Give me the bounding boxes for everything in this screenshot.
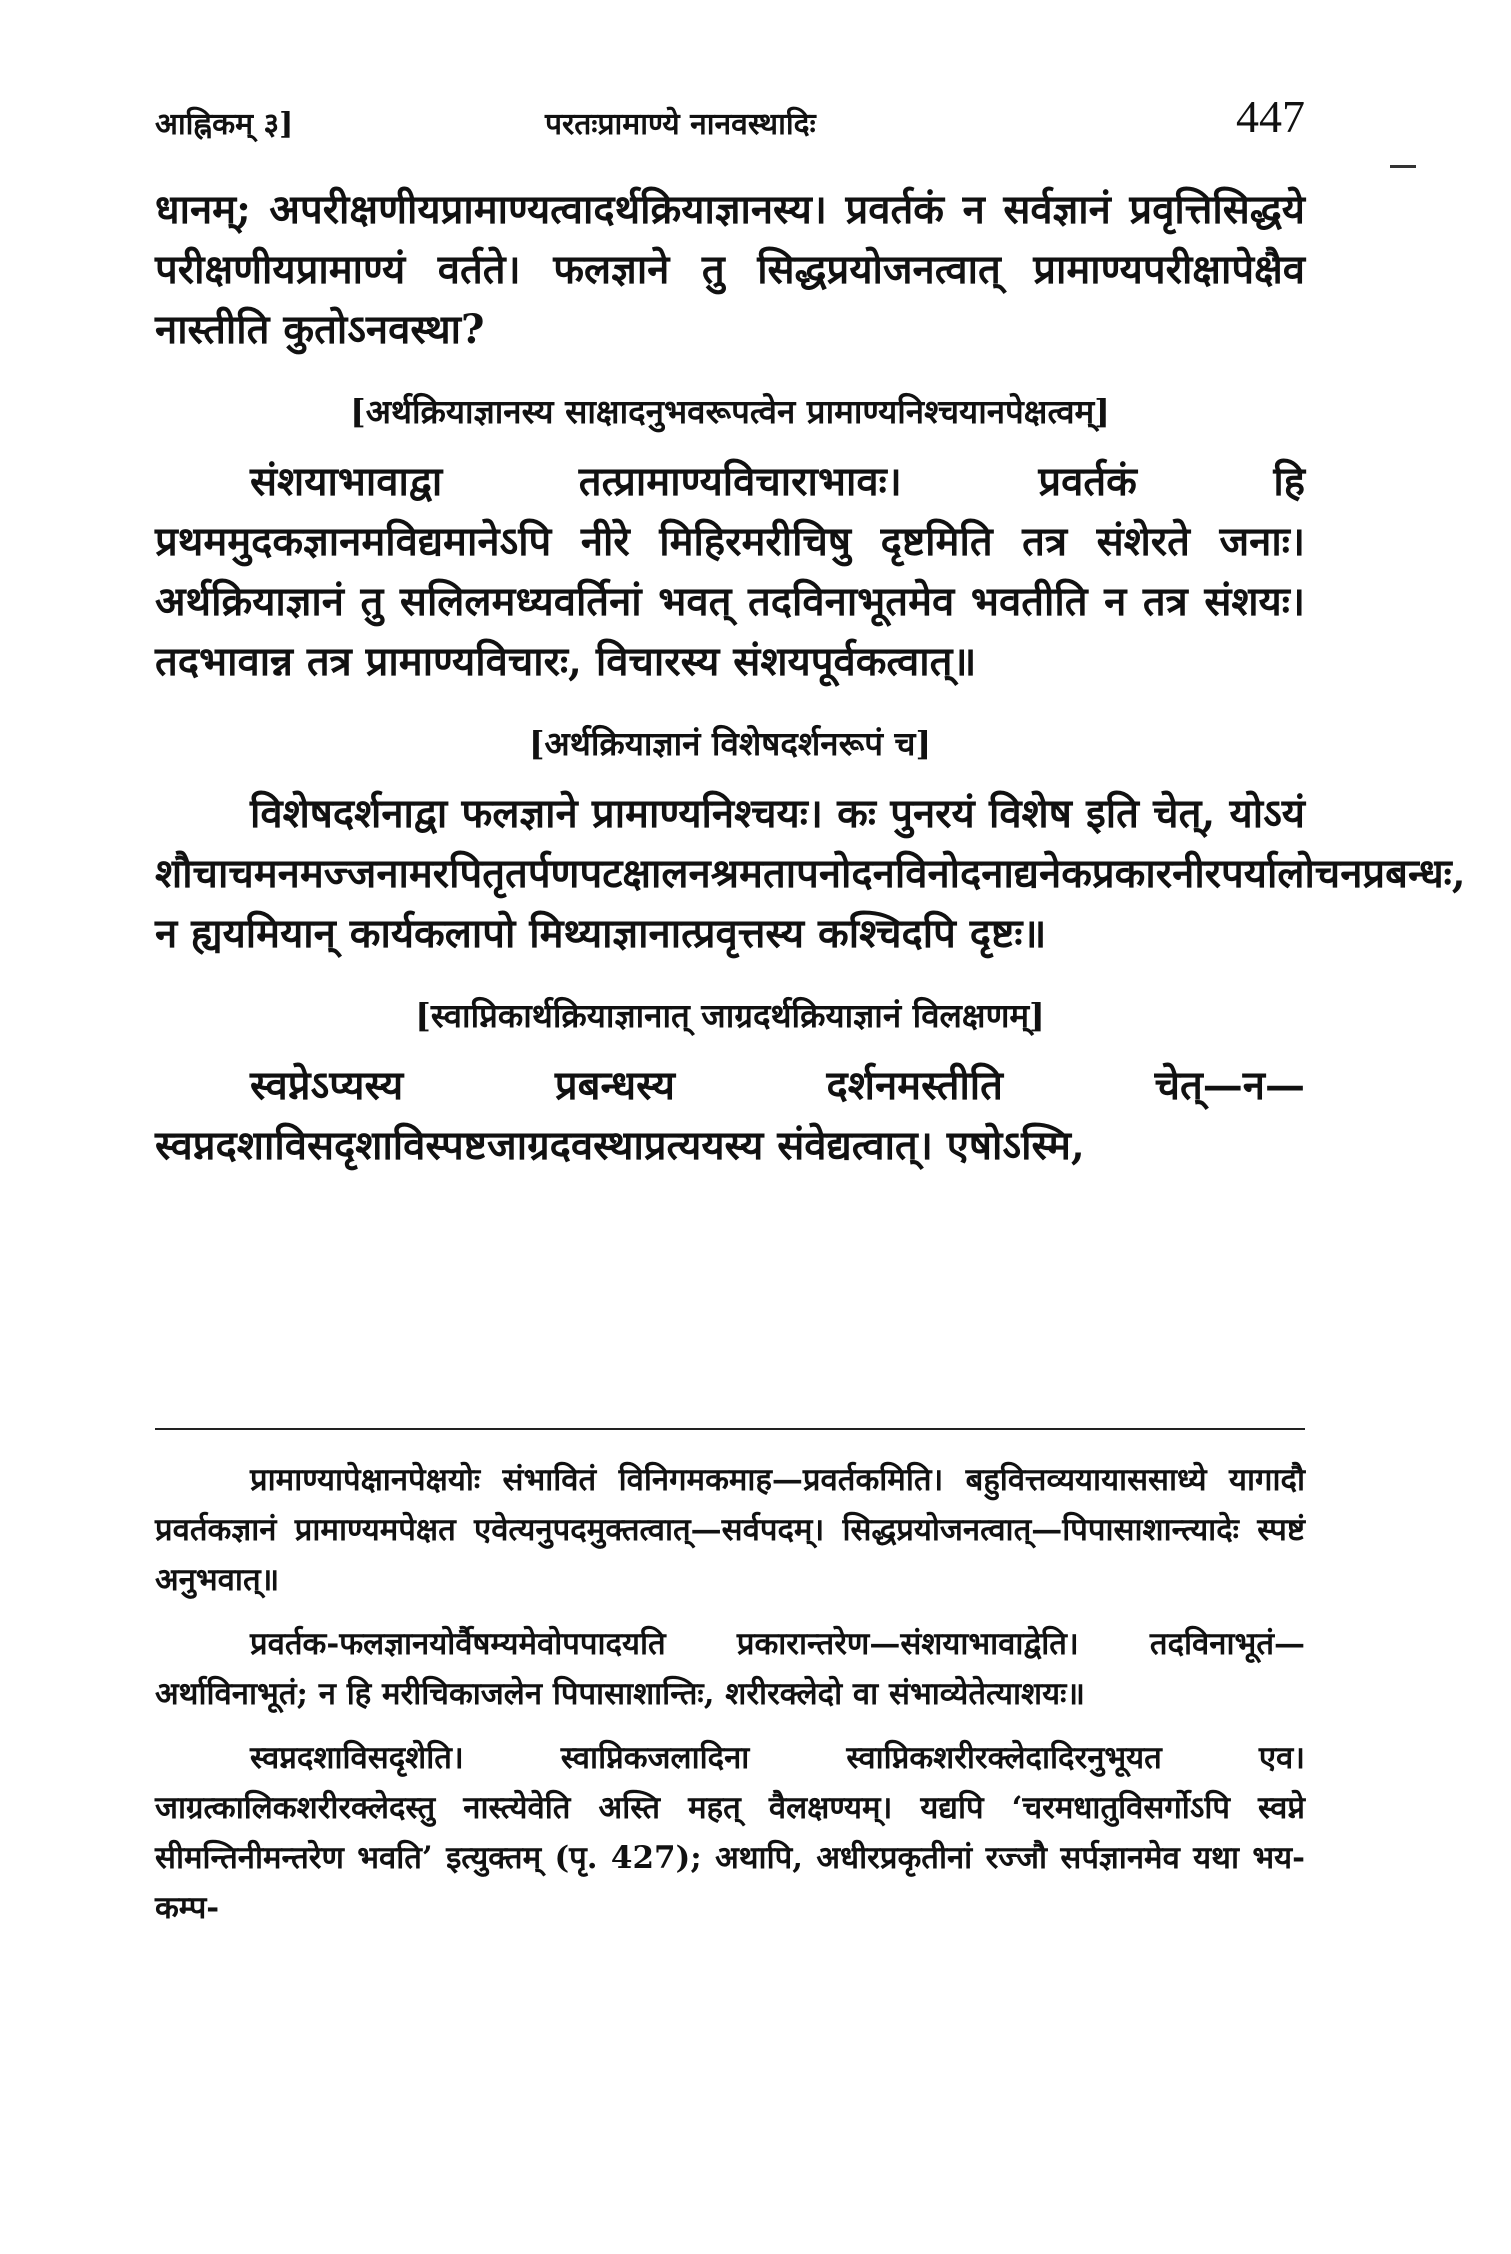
chapter-label: आह्निकम् ३] — [155, 107, 294, 142]
commentary-notes — [155, 1455, 1305, 1947]
section-heading-2: [अर्थक्रियाज्ञानं विशेषदर्शनरूपं च] — [528, 724, 932, 763]
note-2: प्रवर्तक-फलज्ञानयोर्वैषम्यमेवोपपादयति प्रकारान्तरेण—संशयाभावाद्वेति। तदविनाभूतं—अर्थाविनाभूतं; न हि मरीचिकाजलेन पिपासाशान्तिः, शरीरक्लेदो वा संभाव्येतेत्याशयः॥ — [155, 1626, 1305, 1712]
note-3: स्वप्नदशाविसदृशेति। स्वाप्निकजलादिना स्वाप्निकशरीरक्लेदादिरनुभूयत एव। जाग्रत्कालिकशरीरक्लेदस्तु नास्त्येवेति अस्ति महत् वैलक्षण्यम्। यद्यपि ‘चरमधातुविसर्गोऽपि स्वप्ने सीमन्तिनीमन्तरेण भवति’ इत्युक्तम् (पृ. 427); अथापि, अधीरप्रकृतीनां रज्जौ सर्पज्ञानमेव यथा भय-कम्प- — [155, 1740, 1305, 1926]
running-head — [155, 90, 1305, 150]
paragraph-4: स्वप्नेऽप्यस्य प्रबन्धस्य दर्शनमस्तीति चेत्—न—स्वप्नदशाविसदृशाविस्पष्टजाग्रदवस्थाप्रत्ययस्य संवेद्यत्वात्। एषोऽस्मि, — [155, 1062, 1305, 1169]
section-heading-3: [स्वाप्निकार्थक्रियाज्ञानात् जाग्रदर्थक्रियाज्ञानं विलक्षणम्] — [415, 996, 1045, 1035]
paragraph-3: विशेषदर्शनाद्वा फलज्ञाने प्रामाण्यनिश्चयः। कः पुनरयं विशेष इति चेत्, योऽयं शौचाचमनमज्जनामरपितृतर्पणपटक्षालनश्रमतापनोदनविनोदनाद्यनेकप्रकारनीरपर्यालोचनप्रबन्धः, न ह्ययमियान् कार्यकलापो मिथ्याज्ञानात्प्रवृत्तस्य कश्चिदपि दृष्टः॥ — [155, 790, 1466, 957]
page-number: 447 — [1236, 91, 1305, 142]
running-title: परतःप्रामाण्ये नानवस्थादिः — [545, 107, 816, 142]
footnote-rule — [155, 1428, 1305, 1430]
main-text — [155, 180, 1466, 1176]
paragraph-1: धानम्; अपरीक्षणीयप्रामाण्यत्वादर्थक्रियाज्ञानस्य। प्रवर्तकं न सर्वज्ञानं प्रवृत्तिसिद्धये परीक्षणीयप्रामाण्यं वर्तते। फलज्ञाने तु सिद्धप्रयोजनत्वात् प्रामाण्यपरीक्षापेक्षैव नास्तीति कुतोऽनवस्था? — [155, 186, 1305, 353]
paragraph-2: संशयाभावाद्वा तत्प्रामाण्यविचाराभावः। प्रवर्तकं हि प्रथममुदकज्ञानमविद्यमानेऽपि नीरे मिहिरमरीचिषु दृष्टमिति तत्र संशेरते जनाः। अर्थक्रियाज्ञानं तु सलिलमध्यवर्तिनां भवत् तदविनाभूतमेव भवतीति न तत्र संशयः। तदभावान्न तत्र प्रामाण्यविचारः, विचारस्य संशयपूर्वकत्वात्॥ — [155, 458, 1305, 685]
section-heading-1: [अर्थक्रियाज्ञानस्य साक्षादनुभवरूपत्वेन प्रामाण्यनिश्चयानपेक्षत्वम्] — [350, 392, 1110, 431]
margin-mark — [1390, 165, 1416, 168]
note-1: प्रामाण्यापेक्षानपेक्षयोः संभावितं विनिगमकमाह—प्रवर्तकमिति। बहुवित्तव्ययायाससाध्ये यागादौ प्रवर्तकज्ञानं प्रामाण्यमपेक्षत एवेत्यनुपदमुक्तत्वात्—सर्वपदम्। सिद्धप्रयोजनत्वात्—पिपासाशान्त्यादेः स्पष्टं अनुभवात्॥ — [155, 1462, 1305, 1598]
